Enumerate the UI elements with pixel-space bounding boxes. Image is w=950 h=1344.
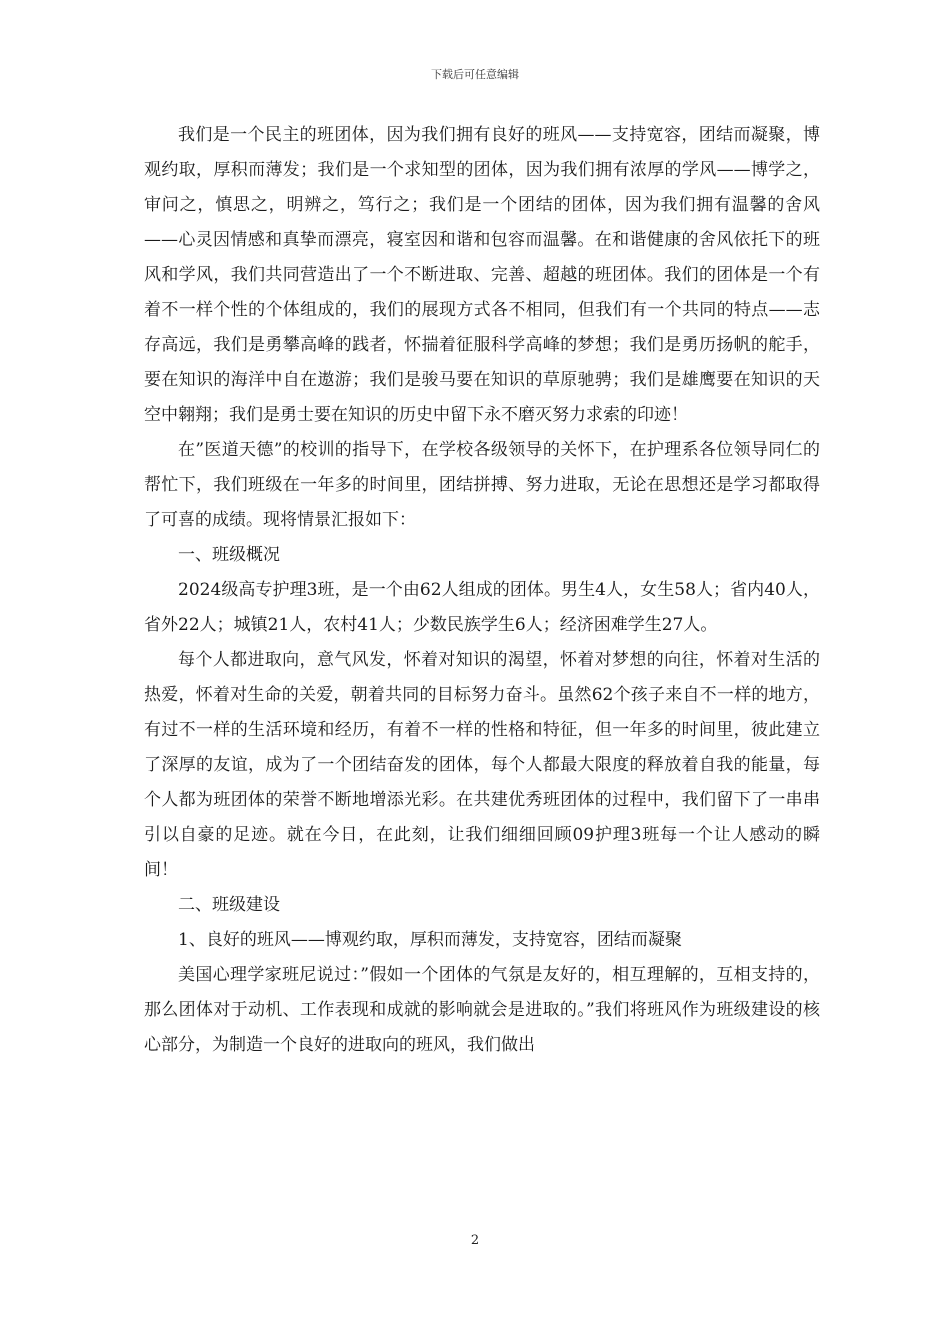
paragraph-class-description: 每个人都进取向，意气风发，怀着对知识的渴望，怀着对梦想的向往，怀着对生活的热爱，怀着对生命的关爱，朝着共同的目标努力奋斗。虽然62个孩子来自不一样的地方，有过不一样的生活环境和经历，有着不一样的性格和特征，但一年多的时间里，彼此建立了深厚的友谊，成为了一个团结奋发的团体，每个人都最大限度的释放着自我的能量，每个人都为班团体的荣誉不断地增添光彩。在共建优秀班团体的过程中，我们留下了一串串引以自豪的足迹。就在今日，在此刻，让我们细细回顾09护理3班每一个让人感动的瞬间！ xyxy=(144,650,820,880)
page-header: 下载后可任意编辑 xyxy=(431,68,519,81)
section-heading-class-overview: 一、班级概况 xyxy=(178,545,280,565)
section-heading-class-building: 二、班级建设 xyxy=(178,895,280,915)
paragraph-class-statistics: 2024级高专护理3班，是一个由62人组成的团体。男生4人，女生58人；省内40人，省外22人；城镇21人，农村41人；少数民族学生6人；经济困难学生27人。 xyxy=(144,580,820,635)
paragraph-introduction: 在”医道天德”的校训的指导下，在学校各级领导的关怀下，在护理系各位领导同仁的帮忙下，我们班级在一年多的时间里，团结拼搏、努力进取，无论在思想还是学习都取得了可喜的成绩。现将情景汇报如下： xyxy=(144,440,820,530)
document-body xyxy=(144,118,820,1063)
paragraph-class-spirit: 我们是一个民主的班团体，因为我们拥有良好的班风——支持宽容，团结而凝聚，博观约取，厚积而薄发；我们是一个求知型的团体，因为我们拥有浓厚的学风——博学之，审问之，慎思之，明辨之，笃行之；我们是一个团结的团体，因为我们拥有温馨的舍风——心灵因情感和真挚而漂亮，寝室因和谐和包容而温馨。在和谐健康的舍风依托下的班风和学风，我们共同营造出了一个不断进取、完善、超越的班团体。我们的团体是一个有着不一样个性的个体组成的，我们的展现方式各不相同，但我们有一个共同的特点——志存高远，我们是勇攀高峰的践者，怀揣着征服科学高峰的梦想；我们是勇历扬帆的舵手，要在知识的海洋中自在遨游；我们是骏马要在知识的草原驰骋；我们是雄鹰要在知识的天空中翱翔；我们是勇士要在知识的历史中留下永不磨灭努力求索的印迹！ xyxy=(144,125,820,425)
page-number: 2 xyxy=(470,1233,480,1248)
subsection-heading-class-style: 1、良好的班风——博观约取，厚积而薄发，支持宽容，团结而凝聚 xyxy=(178,930,682,950)
paragraph-class-style: 美国心理学家班尼说过：”假如一个团体的气氛是友好的，相互理解的，互相支持的，那么团体对于动机、工作表现和成就的影响就会是进取的。”我们将班风作为班级建设的核心部分，为制造一个良好的进取向的班风，我们做出 xyxy=(144,965,820,1055)
